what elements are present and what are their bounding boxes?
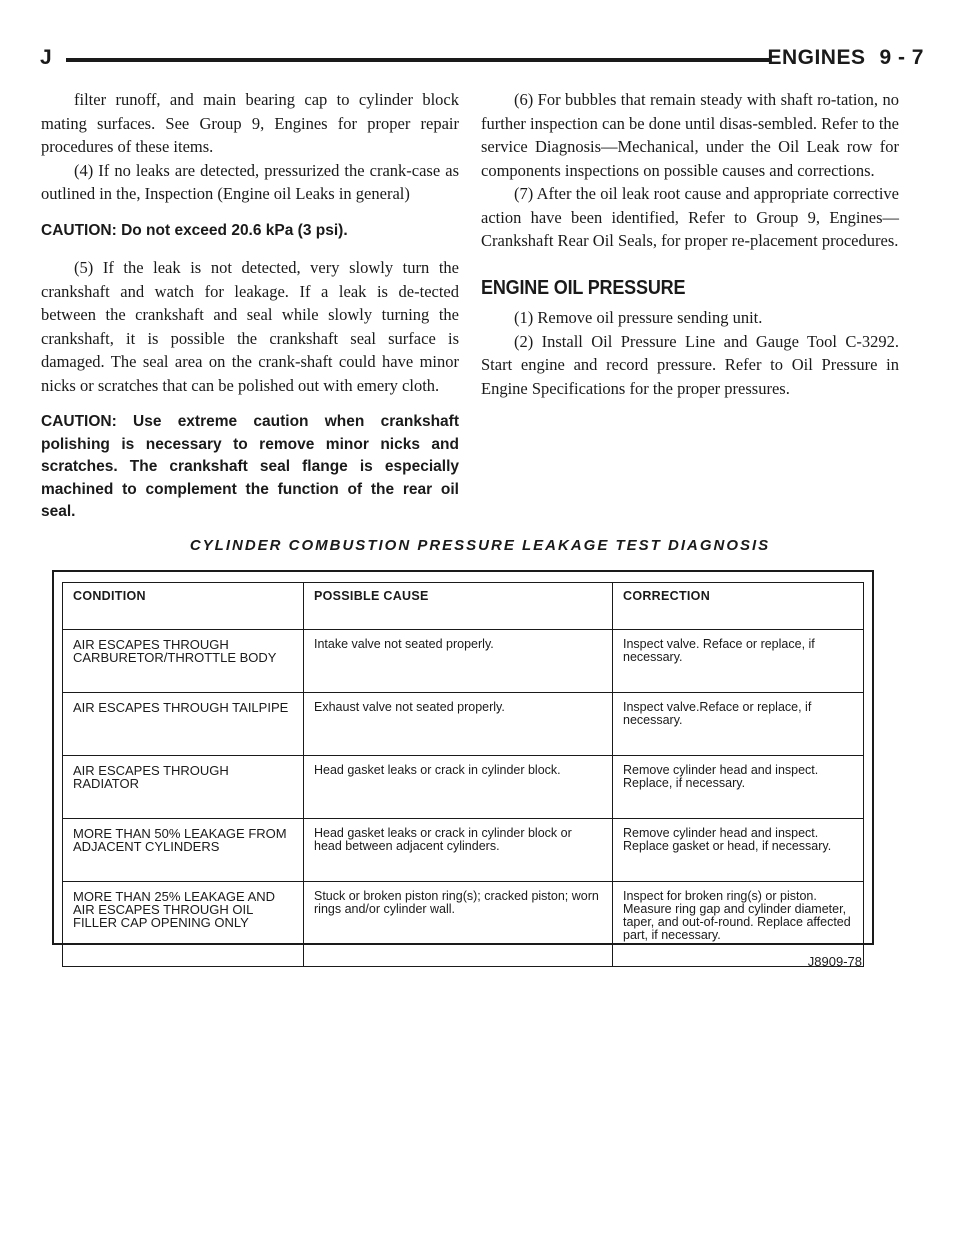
section-name: ENGINES <box>767 46 866 69</box>
header-letter: J <box>40 46 52 69</box>
cause-cell: Head gasket leaks or crack in cylinder block. <box>304 756 613 819</box>
paragraph-step-6: (6) For bubbles that remain steady with shaft ro-tation, no further inspection can be done until disas-sembled. Refer to the service Diagnosis—Mechanical, under the Oil Leak row for components inspections on possible causes and corrections. <box>481 90 899 180</box>
table-row <box>63 630 864 693</box>
correction-cell: Inspect for broken ring(s) or piston. Measure ring gap and cylinder diameter, taper, and out-of-round. Replace affected part, if necessary. <box>613 882 864 967</box>
figure-reference: J8909-78 <box>807 954 862 969</box>
oil-pressure-step-1: (1) Remove oil pressure sending unit. <box>514 308 763 327</box>
header-correction: CORRECTION <box>613 583 864 630</box>
cause-cell: Head gasket leaks or crack in cylinder block or head between adjacent cylinders. <box>304 819 613 882</box>
page-number: 9 - 7 <box>879 46 924 69</box>
cause-cell: Stuck or broken piston ring(s); cracked piston; worn rings and/or cylinder wall. <box>304 882 613 967</box>
caution-pressure: CAUTION: Do not exceed 20.6 kPa (3 psi). <box>41 221 348 239</box>
condition-cell: MORE THAN 25% LEAKAGE AND AIR ESCAPES THROUGH OIL FILLER CAP OPENING ONLY <box>63 882 304 967</box>
header-section <box>767 46 924 70</box>
table-row <box>63 756 864 819</box>
condition-cell: AIR ESCAPES THROUGH CARBURETOR/THROTTLE BODY <box>63 630 304 693</box>
page-header <box>40 46 924 76</box>
caution-polishing: CAUTION: Use extreme caution when crankshaft polishing is necessary to remove minor nicks and scratches. The crankshaft seal flange is especially machined to complement the function of the rear oil seal. <box>41 413 459 520</box>
cause-cell: Exhaust valve not seated properly. <box>304 693 613 756</box>
left-column <box>41 88 459 538</box>
figure-title: CYLINDER COMBUSTION PRESSURE LEAKAGE TEST DIAGNOSIS <box>189 537 771 554</box>
oil-pressure-step-2: (2) Install Oil Pressure Line and Gauge Tool C-3292. Start engine and record pressure. Refer to Oil Pressure in Engine Specifications for the proper pressures. <box>481 331 899 398</box>
paragraph-filter-runoff: filter runoff, and main bearing cap to cylinder block mating surfaces. See Group 9, Engines for proper repair procedures of these items. <box>41 90 459 156</box>
diagnosis-chart <box>52 570 874 969</box>
header-rule <box>66 58 770 62</box>
cause-cell: Intake valve not seated properly. <box>304 630 613 693</box>
paragraph-step-5: (5) If the leak is not detected, very slowly turn the crankshaft and watch for leakage. If a leak is de-tected between the crankshaft and seal while slowly turning the crankshaft, it is possible the crankshaft seal surface is damaged. The seal area on the crank-shaft could have minor nicks or scratches that can be polished out with emery cloth. <box>41 258 459 395</box>
condition-cell: MORE THAN 50% LEAKAGE FROM ADJACENT CYLINDERS <box>63 819 304 882</box>
paragraph-step-4: (4) If no leaks are detected, pressurized the crank-case as outlined in the, Inspection (Engine oil Leaks in general) <box>41 160 459 203</box>
correction-cell: Remove cylinder head and inspect. Replace gasket or head, if necessary. <box>613 819 864 882</box>
section-heading: ENGINE OIL PRESSURE <box>481 276 686 299</box>
correction-cell: Remove cylinder head and inspect. Replace, if necessary. <box>613 756 864 819</box>
diagnosis-table <box>62 582 864 967</box>
right-column <box>481 88 899 400</box>
table-row <box>63 882 864 967</box>
paragraph-step-7: (7) After the oil leak root cause and appropriate corrective action have been identified, Refer to Group 9, Engines—Crankshaft Rear Oil Seals, for proper re-placement procedures. <box>481 184 899 250</box>
condition-cell: AIR ESCAPES THROUGH TAILPIPE <box>63 693 304 756</box>
table-row <box>63 819 864 882</box>
condition-cell: AIR ESCAPES THROUGH RADIATOR <box>63 756 304 819</box>
table-header-row <box>63 583 864 630</box>
header-possible-cause: POSSIBLE CAUSE <box>304 583 613 630</box>
correction-cell: Inspect valve.Reface or replace, if necessary. <box>613 693 864 756</box>
table-row <box>63 693 864 756</box>
header-condition: CONDITION <box>63 583 304 630</box>
correction-cell: Inspect valve. Reface or replace, if necessary. <box>613 630 864 693</box>
